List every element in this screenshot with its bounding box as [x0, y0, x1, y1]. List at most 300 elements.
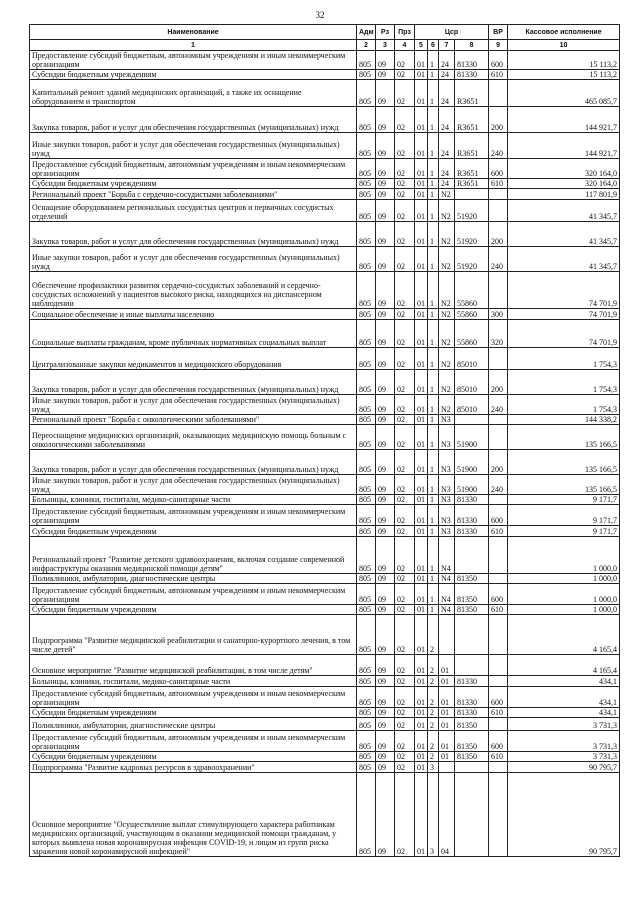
row-csr-3: 01 — [439, 731, 455, 752]
row-vr: 610 — [489, 179, 508, 189]
row-prz: 02 — [395, 655, 415, 676]
budget-table — [29, 24, 620, 857]
row-csr-3: 24 — [439, 70, 455, 80]
row-prz: 02 — [395, 584, 415, 605]
row-name: Капитальный ремонт зданий медицинских организаций, а также их оснащение оборудованием и транспортом — [30, 80, 357, 107]
row-amount: 9 171,7 — [508, 526, 620, 537]
row-adm: 805 — [357, 584, 376, 605]
row-csr-4: 81350 — [455, 731, 489, 752]
row-vr: 610 — [489, 526, 508, 537]
row-name: Иные закупки товаров, работ и услуг для обеспечения государственных (муниципальных) нужд — [30, 133, 357, 159]
row-rz: 09 — [376, 320, 395, 348]
row-rz: 09 — [376, 773, 395, 857]
row-prz: 02 — [395, 615, 415, 655]
row-csr-4: 81350 — [455, 574, 489, 584]
row-adm: 805 — [357, 320, 376, 348]
row-rz: 09 — [376, 605, 395, 615]
row-csr-1: 01 — [415, 708, 428, 718]
row-rz: 09 — [376, 584, 395, 605]
row-name: Предоставление субсидий бюджетным, автономным учреждениям и иным некоммерческим организациям — [30, 51, 357, 70]
row-csr-3: N3 — [439, 505, 455, 526]
table-row — [30, 676, 620, 687]
row-amount: 15 113,2 — [508, 51, 620, 70]
row-name: Поликлиники, амбулатории, диагностические центры — [30, 718, 357, 731]
row-amount: 3 731,3 — [508, 752, 620, 762]
table-row — [30, 320, 620, 348]
row-csr-2: 1 — [428, 159, 439, 179]
table-row — [30, 133, 620, 159]
row-adm: 805 — [357, 107, 376, 133]
row-prz: 02 — [395, 505, 415, 526]
row-name: Субсидии бюджетным учреждениям — [30, 708, 357, 718]
page-number: 32 — [315, 10, 325, 20]
row-amount: 144 921,7 — [508, 133, 620, 159]
row-name: Региональный проект "Борьба с сердечно-сосудистыми заболеваниями" — [30, 189, 357, 200]
row-name: Иные закупки товаров, работ и услуг для обеспечения государственных (муниципальных) нужд — [30, 247, 357, 272]
row-adm: 805 — [357, 70, 376, 80]
row-csr-1: 01 — [415, 159, 428, 179]
row-csr-2: 1 — [428, 70, 439, 80]
row-csr-4: 81330 — [455, 687, 489, 708]
row-rz: 09 — [376, 189, 395, 200]
row-prz: 02 — [395, 348, 415, 370]
col-num: 5 — [415, 40, 428, 51]
row-csr-2: 1 — [428, 189, 439, 200]
row-csr-1: 01 — [415, 752, 428, 762]
row-vr — [489, 615, 508, 655]
row-vr — [489, 189, 508, 200]
row-name: Субсидии бюджетным учреждениям — [30, 179, 357, 189]
table-row — [30, 718, 620, 731]
row-rz: 09 — [376, 687, 395, 708]
row-csr-2: 2 — [428, 687, 439, 708]
row-csr-1: 01 — [415, 247, 428, 272]
row-vr: 610 — [489, 752, 508, 762]
row-csr-3: N3 — [439, 415, 455, 425]
row-csr-4: 81330 — [455, 51, 489, 70]
row-vr — [489, 762, 508, 773]
row-csr-1: 01 — [415, 537, 428, 574]
row-adm: 805 — [357, 676, 376, 687]
row-csr-1: 01 — [415, 584, 428, 605]
row-prz: 02 — [395, 475, 415, 495]
row-amount: 434,1 — [508, 687, 620, 708]
row-adm: 805 — [357, 752, 376, 762]
row-amount: 320 164,0 — [508, 159, 620, 179]
row-csr-4: 81330 — [455, 505, 489, 526]
row-adm: 805 — [357, 526, 376, 537]
row-csr-2: 1 — [428, 320, 439, 348]
row-amount: 41 345,7 — [508, 222, 620, 247]
row-adm: 805 — [357, 370, 376, 395]
row-csr-2: 1 — [428, 272, 439, 309]
row-rz: 09 — [376, 80, 395, 107]
row-csr-2: 1 — [428, 309, 439, 320]
row-rz: 09 — [376, 495, 395, 505]
row-csr-3: N2 — [439, 395, 455, 415]
row-prz: 02 — [395, 222, 415, 247]
row-amount: 74 701,9 — [508, 272, 620, 309]
row-prz: 02 — [395, 370, 415, 395]
row-prz: 02 — [395, 51, 415, 70]
table-row — [30, 526, 620, 537]
table-row — [30, 475, 620, 495]
row-amount: 90 795,7 — [508, 762, 620, 773]
row-csr-4 — [455, 415, 489, 425]
row-prz: 02 — [395, 70, 415, 80]
table-row — [30, 189, 620, 200]
row-csr-2: 3 — [428, 773, 439, 857]
row-name: Основное мероприятие "Осуществление выплат стимулирующего характера работникам медицинских организаций, участвующим в оказании медицинской помощи гражданам, у которых выявлена новая коронавирусная инфекция COVID-19, и лицам из групп риска заражения новой коронавирусной инфекцией" — [30, 773, 357, 857]
col-num: 2 — [357, 40, 376, 51]
row-csr-4: 55860 — [455, 309, 489, 320]
row-vr: 240 — [489, 395, 508, 415]
row-prz: 02 — [395, 708, 415, 718]
row-adm: 805 — [357, 159, 376, 179]
row-adm: 805 — [357, 537, 376, 574]
row-vr — [489, 80, 508, 107]
row-prz: 02 — [395, 80, 415, 107]
row-csr-1: 01 — [415, 309, 428, 320]
row-name: Иные закупки товаров, работ и услуг для обеспечения государственных (муниципальных) нужд — [30, 395, 357, 415]
row-name: Предоставление субсидий бюджетным, автономным учреждениям и иным некоммерческим организациям — [30, 505, 357, 526]
row-vr: 600 — [489, 159, 508, 179]
row-prz: 02 — [395, 159, 415, 179]
row-name: Закупка товаров, работ и услуг для обеспечения государственных (муниципальных) нужд — [30, 107, 357, 133]
row-adm: 805 — [357, 773, 376, 857]
row-name: Субсидии бюджетным учреждениям — [30, 752, 357, 762]
row-vr: 600 — [489, 731, 508, 752]
row-csr-1: 01 — [415, 222, 428, 247]
col-num: 7 — [439, 40, 455, 51]
row-csr-3: 24 — [439, 107, 455, 133]
row-csr-3: 24 — [439, 133, 455, 159]
row-csr-3: N2 — [439, 348, 455, 370]
row-adm: 805 — [357, 574, 376, 584]
row-adm: 805 — [357, 505, 376, 526]
row-prz: 02 — [395, 687, 415, 708]
row-csr-2: 3 — [428, 762, 439, 773]
row-name: Больницы, клиники, госпитали, медико-санитарные части — [30, 495, 357, 505]
row-name: Предоставление субсидий бюджетным, автономным учреждениям и иным некоммерческим организациям — [30, 687, 357, 708]
row-csr-4: 81330 — [455, 526, 489, 537]
row-amount: 15 113,2 — [508, 70, 620, 80]
row-csr-4: 55860 — [455, 320, 489, 348]
row-amount: 74 701,9 — [508, 309, 620, 320]
row-amount: 1 000,0 — [508, 537, 620, 574]
row-adm: 805 — [357, 222, 376, 247]
row-amount: 465 085,7 — [508, 80, 620, 107]
row-csr-4: 51900 — [455, 450, 489, 475]
row-name: Региональный проект "Борьба с онкологическими заболеваниями" — [30, 415, 357, 425]
row-amount: 9 171,7 — [508, 495, 620, 505]
row-rz: 09 — [376, 450, 395, 475]
row-amount: 4 165,4 — [508, 655, 620, 676]
row-name: Региональный проект "Развитие детского здравоохранения, включая создание современной инфраструктуры оказания медицинской помощи детям" — [30, 537, 357, 574]
row-vr — [489, 415, 508, 425]
row-amount: 144 921,7 — [508, 107, 620, 133]
row-csr-3: 01 — [439, 708, 455, 718]
row-csr-3: N3 — [439, 475, 455, 495]
row-csr-1: 01 — [415, 655, 428, 676]
table-row — [30, 107, 620, 133]
row-amount: 41 345,7 — [508, 200, 620, 222]
col-num: 4 — [395, 40, 415, 51]
row-csr-2: 2 — [428, 731, 439, 752]
row-csr-1: 01 — [415, 605, 428, 615]
row-amount: 1 000,0 — [508, 584, 620, 605]
row-csr-3: N4 — [439, 574, 455, 584]
row-csr-4: 51920 — [455, 247, 489, 272]
row-csr-1: 01 — [415, 450, 428, 475]
row-csr-3: N3 — [439, 526, 455, 537]
row-amount: 135 166,5 — [508, 450, 620, 475]
row-csr-2: 1 — [428, 395, 439, 415]
row-prz: 02 — [395, 415, 415, 425]
row-rz: 09 — [376, 200, 395, 222]
row-vr — [489, 425, 508, 450]
row-prz: 02 — [395, 189, 415, 200]
row-prz: 02 — [395, 272, 415, 309]
row-prz: 02 — [395, 605, 415, 615]
row-csr-3: 24 — [439, 179, 455, 189]
row-csr-3: N2 — [439, 320, 455, 348]
row-csr-1: 01 — [415, 370, 428, 395]
row-amount: 434,1 — [508, 676, 620, 687]
row-rz: 09 — [376, 752, 395, 762]
row-csr-2: 2 — [428, 718, 439, 731]
row-rz: 09 — [376, 708, 395, 718]
row-rz: 09 — [376, 247, 395, 272]
row-csr-2: 1 — [428, 80, 439, 107]
row-adm: 805 — [357, 309, 376, 320]
table-row — [30, 222, 620, 247]
row-amount: 1 754,3 — [508, 370, 620, 395]
row-name: Основное мероприятие "Развитие медицинской реабилитации, в том числе детям" — [30, 655, 357, 676]
row-rz: 09 — [376, 395, 395, 415]
row-csr-1: 01 — [415, 475, 428, 495]
row-csr-4: 81350 — [455, 718, 489, 731]
row-rz: 09 — [376, 676, 395, 687]
row-amount: 4 165,4 — [508, 615, 620, 655]
row-name: Социальное обеспечение и иные выплаты населению — [30, 309, 357, 320]
table-row — [30, 752, 620, 762]
row-csr-2: 2 — [428, 708, 439, 718]
row-csr-3: N2 — [439, 272, 455, 309]
row-prz: 02 — [395, 107, 415, 133]
row-adm: 805 — [357, 51, 376, 70]
row-csr-4: 85010 — [455, 395, 489, 415]
row-csr-1: 01 — [415, 718, 428, 731]
row-name: Закупка товаров, работ и услуг для обеспечения государственных (муниципальных) нужд — [30, 370, 357, 395]
header-csr: Цср — [415, 25, 489, 40]
row-vr: 240 — [489, 475, 508, 495]
row-csr-4: 85010 — [455, 348, 489, 370]
row-adm: 805 — [357, 200, 376, 222]
row-name: Предоставление субсидий бюджетным, автономным учреждениям и иным некоммерческим организациям — [30, 731, 357, 752]
row-name: Обеспечение профилактики развития сердечно-сосудистых заболеваний и сердечно-сосудистых осложнений у пациентов высокого риска, находящихся на диспансерном наблюдении — [30, 272, 357, 309]
row-amount: 41 345,7 — [508, 247, 620, 272]
row-csr-4: 81350 — [455, 605, 489, 615]
row-rz: 09 — [376, 731, 395, 752]
row-name: Закупка товаров, работ и услуг для обеспечения государственных (муниципальных) нужд — [30, 222, 357, 247]
row-adm: 805 — [357, 762, 376, 773]
table-row — [30, 51, 620, 70]
row-rz: 09 — [376, 370, 395, 395]
row-amount: 144 338,2 — [508, 415, 620, 425]
row-csr-2: 1 — [428, 475, 439, 495]
row-vr — [489, 676, 508, 687]
row-csr-3: 24 — [439, 80, 455, 107]
table-row — [30, 731, 620, 752]
row-csr-2: 1 — [428, 526, 439, 537]
row-vr: 610 — [489, 605, 508, 615]
row-csr-4: R3651 — [455, 107, 489, 133]
row-vr: 600 — [489, 687, 508, 708]
row-csr-1: 01 — [415, 133, 428, 159]
row-csr-2: 1 — [428, 348, 439, 370]
row-csr-4 — [455, 773, 489, 857]
row-adm: 805 — [357, 272, 376, 309]
row-name: Предоставление субсидий бюджетным, автономным учреждениям и иным некоммерческим организациям — [30, 584, 357, 605]
row-adm: 805 — [357, 133, 376, 159]
row-adm: 805 — [357, 395, 376, 415]
row-csr-4: R3651 — [455, 159, 489, 179]
row-adm: 805 — [357, 425, 376, 450]
table-row — [30, 450, 620, 475]
row-prz: 02 — [395, 762, 415, 773]
row-adm: 805 — [357, 495, 376, 505]
row-csr-3: 01 — [439, 752, 455, 762]
row-csr-4: 85010 — [455, 370, 489, 395]
row-csr-3: 01 — [439, 676, 455, 687]
row-csr-4: 81350 — [455, 752, 489, 762]
row-csr-1: 01 — [415, 762, 428, 773]
row-prz: 02 — [395, 752, 415, 762]
row-prz: 02 — [395, 320, 415, 348]
row-prz: 02 — [395, 574, 415, 584]
row-name: Закупка товаров, работ и услуг для обеспечения государственных (муниципальных) нужд — [30, 450, 357, 475]
row-csr-3: 04 — [439, 773, 455, 857]
row-name: Предоставление субсидий бюджетным, автономным учреждениям и иным некоммерческим организациям — [30, 159, 357, 179]
row-rz: 09 — [376, 537, 395, 574]
row-csr-3: N4 — [439, 605, 455, 615]
row-csr-1: 01 — [415, 615, 428, 655]
row-prz: 02 — [395, 718, 415, 731]
row-prz: 02 — [395, 731, 415, 752]
row-adm: 805 — [357, 475, 376, 495]
row-adm: 805 — [357, 247, 376, 272]
column-number-row — [30, 40, 620, 51]
row-rz: 09 — [376, 475, 395, 495]
row-csr-4 — [455, 189, 489, 200]
table-row — [30, 272, 620, 309]
row-adm: 805 — [357, 189, 376, 200]
row-vr: 610 — [489, 708, 508, 718]
col-num: 1 — [30, 40, 357, 51]
row-vr — [489, 495, 508, 505]
row-csr-1: 01 — [415, 574, 428, 584]
table-row — [30, 505, 620, 526]
row-csr-2: 1 — [428, 537, 439, 574]
row-csr-1: 01 — [415, 415, 428, 425]
table-row — [30, 247, 620, 272]
row-prz: 02 — [395, 395, 415, 415]
row-name: Переоснащение медицинских организаций, оказывающих медицинскую помощь больным с онкологическими заболеваниями — [30, 425, 357, 450]
row-vr — [489, 272, 508, 309]
row-csr-3: N3 — [439, 425, 455, 450]
row-csr-2: 1 — [428, 222, 439, 247]
row-adm: 805 — [357, 605, 376, 615]
row-rz: 09 — [376, 133, 395, 159]
table-row — [30, 70, 620, 80]
row-csr-3: 01 — [439, 655, 455, 676]
row-name: Оснащение оборудованием региональных сосудистых центров и первичных сосудистых отделений — [30, 200, 357, 222]
row-rz: 09 — [376, 415, 395, 425]
row-amount: 1 754,3 — [508, 348, 620, 370]
row-rz: 09 — [376, 348, 395, 370]
row-csr-4: 51900 — [455, 425, 489, 450]
header-amount: Кассовое исполнение — [508, 25, 620, 40]
row-csr-4: 81330 — [455, 495, 489, 505]
row-csr-4: 51920 — [455, 200, 489, 222]
row-csr-3: N2 — [439, 370, 455, 395]
row-vr: 200 — [489, 222, 508, 247]
row-prz: 02 — [395, 676, 415, 687]
row-csr-4: 51900 — [455, 475, 489, 495]
row-name: Субсидии бюджетным учреждениям — [30, 526, 357, 537]
row-csr-3: 24 — [439, 159, 455, 179]
row-csr-2: 1 — [428, 495, 439, 505]
row-vr: 240 — [489, 247, 508, 272]
row-adm: 805 — [357, 80, 376, 107]
row-csr-4 — [455, 615, 489, 655]
header-adm: Адм — [357, 25, 376, 40]
table-row — [30, 773, 620, 857]
row-csr-1: 01 — [415, 687, 428, 708]
row-vr: 240 — [489, 133, 508, 159]
table-row — [30, 179, 620, 189]
row-amount: 3 731,3 — [508, 731, 620, 752]
row-csr-2: 1 — [428, 247, 439, 272]
row-rz: 09 — [376, 505, 395, 526]
row-csr-2: 1 — [428, 425, 439, 450]
row-amount: 1 000,0 — [508, 574, 620, 584]
row-csr-2: 2 — [428, 676, 439, 687]
row-csr-4: 81330 — [455, 70, 489, 80]
col-num: 6 — [428, 40, 439, 51]
row-prz: 02 — [395, 247, 415, 272]
row-csr-4 — [455, 537, 489, 574]
row-amount: 320 164,0 — [508, 179, 620, 189]
row-vr — [489, 574, 508, 584]
row-csr-4: R3651 — [455, 80, 489, 107]
row-csr-1: 01 — [415, 179, 428, 189]
row-csr-2: 1 — [428, 107, 439, 133]
table-row — [30, 348, 620, 370]
row-adm: 805 — [357, 615, 376, 655]
row-adm: 805 — [357, 450, 376, 475]
row-csr-3 — [439, 615, 455, 655]
row-csr-1: 01 — [415, 526, 428, 537]
row-amount: 9 171,7 — [508, 505, 620, 526]
table-row — [30, 495, 620, 505]
row-csr-3: 01 — [439, 718, 455, 731]
row-csr-2: 1 — [428, 133, 439, 159]
row-vr: 200 — [489, 107, 508, 133]
row-prz: 02 — [395, 425, 415, 450]
row-csr-1: 01 — [415, 107, 428, 133]
